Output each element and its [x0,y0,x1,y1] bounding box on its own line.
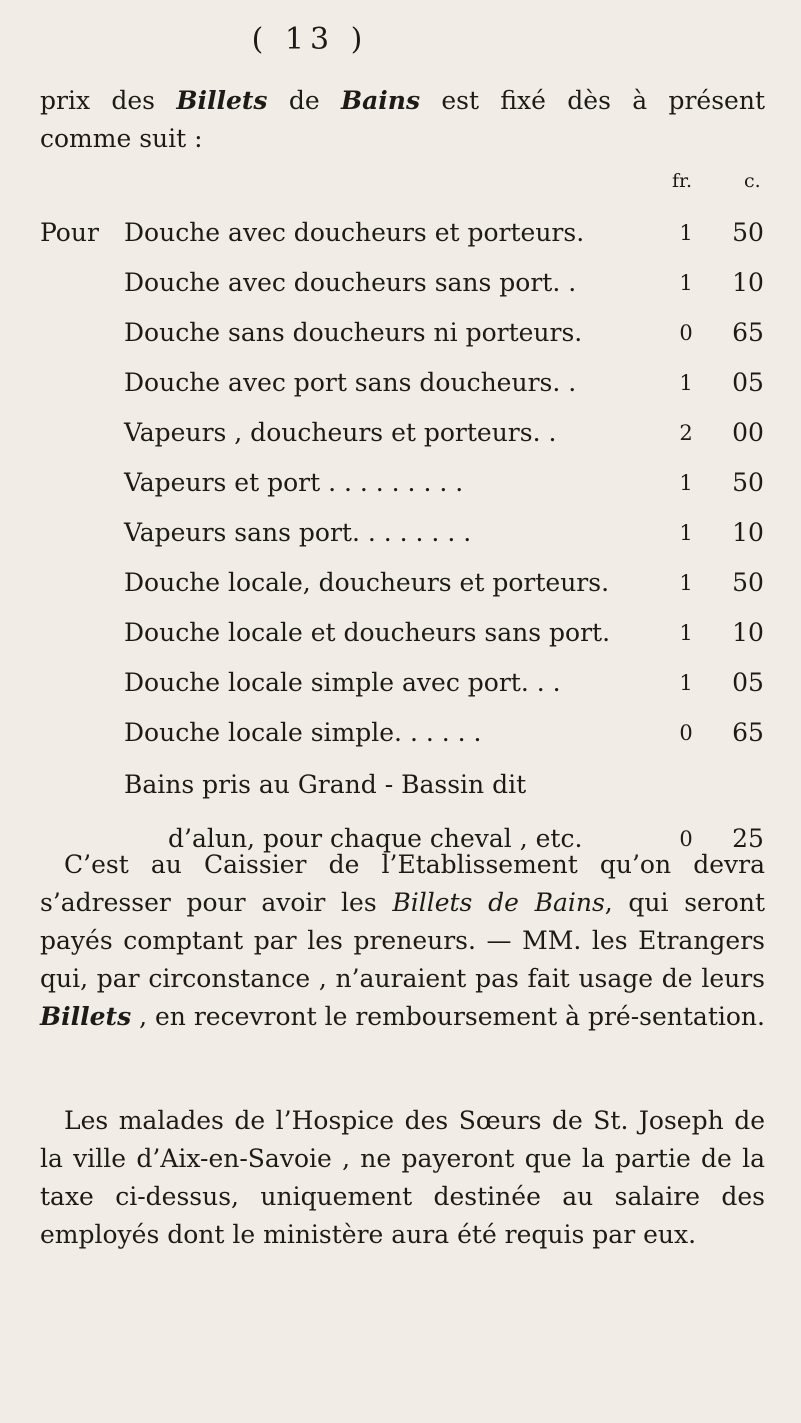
tariff-label: Douche avec doucheurs et porteurs. [124,218,585,247]
intro-text-after: est fixé dès à présent [420,86,765,115]
tariff-centimes: 05 [732,368,764,397]
intro-bains: Bains [340,86,421,115]
tariff-francs: 1 [679,571,693,595]
unit-centimes: c. [744,170,761,192]
tariff-label: Douche avec doucheurs sans port. . [124,268,577,297]
intro-line-2: comme suit : [40,124,203,153]
para1-em2: Billets [40,1002,132,1031]
tariff-row [0,608,801,658]
tariff-label: Bains pris au Grand - Bassin dit [124,770,527,799]
tariff-label: Vapeurs , doucheurs et porteurs. . [124,418,557,447]
tariff-row [0,658,801,708]
tariff-francs: 1 [679,271,693,295]
para2-text: Les malades de l’Hospice des Sœurs de St. Joseph de la ville d’Aix-en-Savoie , ne payeront que la partie de la taxe ci-dessus, uniquement destinée au salaire des employés dont le ministère aura été requis par eux. [40,1106,765,1249]
tariff-label: Douche avec port sans doucheurs. . [124,368,577,397]
tariff-francs: 0 [679,721,693,745]
intro-text-before: prix des [40,86,177,115]
para1-text1: C’est au Caissier de l’Etablissement qu’on devra s’adresser pour avoir les [40,850,765,917]
unit-francs: fr. [672,170,693,192]
tariff-francs: 1 [679,471,693,495]
tariff-row [0,558,801,608]
tariff-prefix: Pour [40,218,99,247]
tariff-centimes: 10 [732,268,764,297]
tariff-centimes: 50 [732,568,764,597]
tariff-label: d’alun, pour chaque cheval , etc. [168,824,583,853]
tariff-francs: 1 [679,371,693,395]
para1-text3: , en recevront le remboursement à pré-sentation. [131,1002,765,1031]
tariff-row [0,308,801,358]
tariff-label: Douche sans doucheurs ni porteurs. [124,318,583,347]
tariff-centimes: 25 [732,824,764,853]
page-number: ( 13 ) [251,22,369,57]
intro-billets: Billets [176,86,268,115]
tariff-francs: 1 [679,621,693,645]
tariff-francs: 0 [679,827,693,851]
tariff-centimes: 10 [732,518,764,547]
tariff-francs: 1 [679,671,693,695]
tariff-row [0,358,801,408]
unit-header [0,170,801,200]
tariff-label: Douche locale et doucheurs sans port. [124,618,611,647]
tariff-centimes: 65 [732,718,764,747]
tariff-centimes: 50 [732,468,764,497]
tariff-francs: 1 [679,221,693,245]
tariff-francs: 0 [679,321,693,345]
tariff-francs: 2 [679,421,693,445]
tariff-centimes: 05 [732,668,764,697]
paragraph-caissier [40,846,765,1036]
paragraph-hospice [40,1102,765,1254]
tariff-row [0,208,801,258]
tariff-centimes: 50 [732,218,764,247]
para1-text2: , qui seront payés comptant par les preneurs. — MM. les Etrangers qui, par circonstance , n’auraient pas fait usage de leurs [40,888,765,993]
tariff-row [0,708,801,758]
tariff-label: Douche locale, doucheurs et porteurs. [124,568,610,597]
tariff-row [0,408,801,458]
tariff-centimes: 65 [732,318,764,347]
tariff-list [0,208,801,866]
tariff-centimes: 10 [732,618,764,647]
tariff-row [0,508,801,558]
tariff-row [0,758,801,812]
tariff-label: Vapeurs et port . . . . . . . . . [124,468,464,497]
tariff-francs: 1 [679,521,693,545]
tariff-row [0,458,801,508]
intro-line [40,82,765,120]
intro-text-mid: de [267,86,341,115]
tariff-centimes: 00 [732,418,764,447]
tariff-label: Douche locale simple avec port. . . [124,668,561,697]
para1-em: Billets de Bains [392,888,605,917]
tariff-label: Vapeurs sans port. . . . . . . . [124,518,472,547]
tariff-row [0,258,801,308]
tariff-label: Douche locale simple. . . . . . [124,718,482,747]
